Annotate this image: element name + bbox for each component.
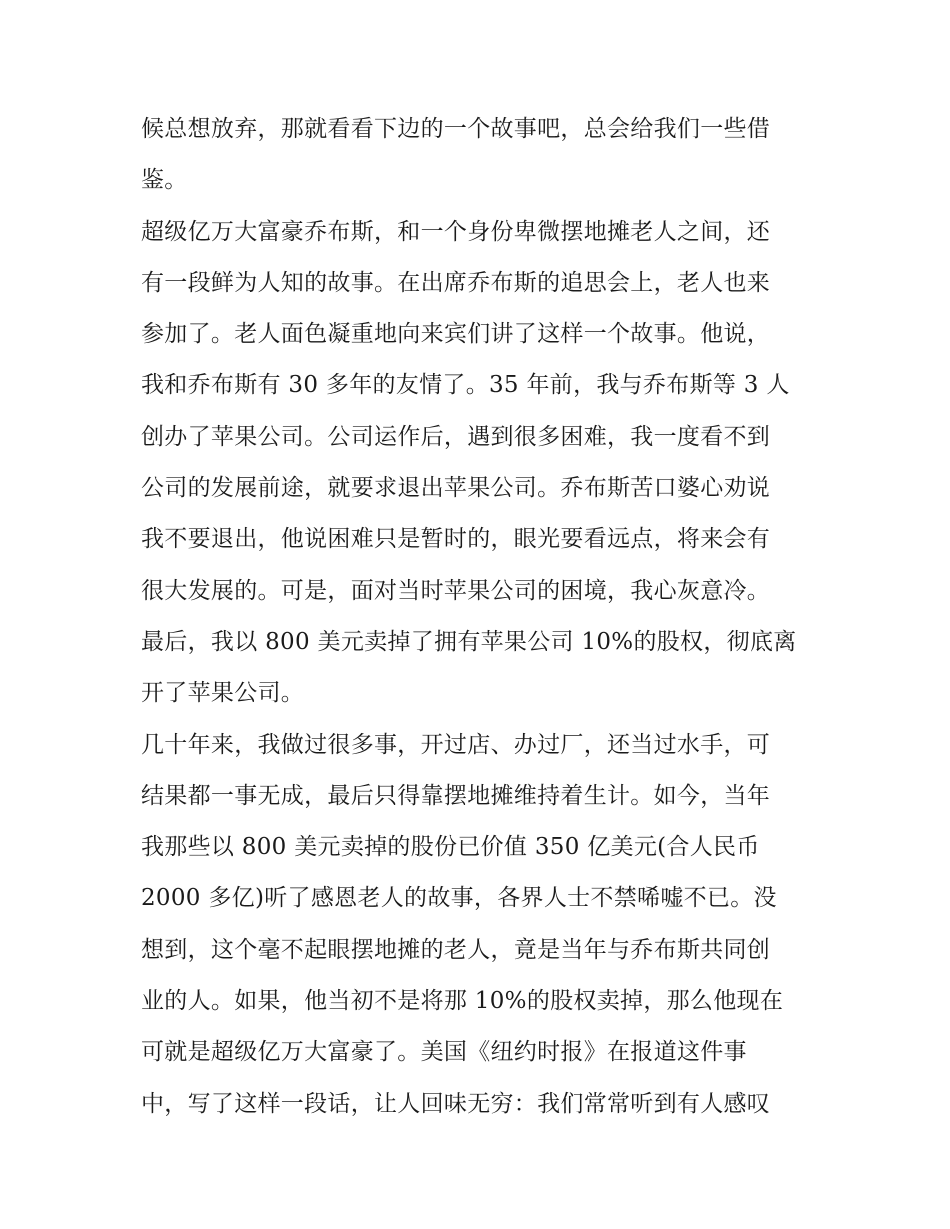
- text-line: 可就是超级亿万大富豪了。美国《纽约时报》在报道这件事: [141, 1039, 747, 1066]
- article-body: [141, 104, 821, 1130]
- text-line: 很大发展的。可是，面对当时苹果公司的困境，我心灰意冷。: [141, 577, 771, 604]
- text-line: 业的人。如果，他当初不是将那 10%的股权卖掉，那么他现在: [141, 988, 784, 1015]
- text-line: 创办了苹果公司。公司运作后，遇到很多困难，我一度看不到: [141, 423, 771, 450]
- text-line: 几十年来，我做过很多事，开过店、办过厂，还当过水手，可: [141, 731, 771, 758]
- text-line: 结果都一事无成，最后只得靠摆地摊维持着生计。如今，当年: [141, 782, 771, 809]
- text-line: 参加了。老人面色凝重地向来宾们讲了这样一个故事。他说，: [141, 321, 771, 348]
- text-line: 超级亿万大富豪乔布斯，和一个身份卑微摆地摊老人之间，还: [141, 218, 771, 245]
- text-line: 候总想放弃，那就看看下边的一个故事吧，总会给我们一些借: [141, 116, 771, 142]
- text-line: 我那些以 800 美元卖掉的股份已价值 350 亿美元(合人民币: [141, 834, 760, 861]
- text-line: 中，写了这样一段话，让人回味无穷：我们常常听到有人感叹: [141, 1090, 771, 1117]
- text-line: 最后，我以 800 美元卖掉了拥有苹果公司 10%的股权，彻底离: [141, 628, 797, 655]
- text-line: 我不要退出，他说困难只是暂时的，眼光要看远点，将来会有: [141, 526, 771, 553]
- text-line: 我和乔布斯有 30 多年的友情了。35 年前，我与乔布斯等 3 人: [141, 372, 790, 399]
- text-line: 有一段鲜为人知的故事。在出席乔布斯的追思会上，老人也来: [141, 269, 771, 296]
- text-line: 公司的发展前途，就要求退出苹果公司。乔布斯苦口婆心劝说: [141, 475, 771, 502]
- text-line: 想到，这个毫不起眼摆地摊的老人，竟是当年与乔布斯共同创: [141, 936, 771, 963]
- text-line: 开了苹果公司。: [141, 680, 305, 707]
- text-line: 鉴。: [141, 167, 188, 194]
- text-line: 2000 多亿)听了感恩老人的故事，各界人士不禁唏嘘不已。没: [141, 885, 777, 912]
